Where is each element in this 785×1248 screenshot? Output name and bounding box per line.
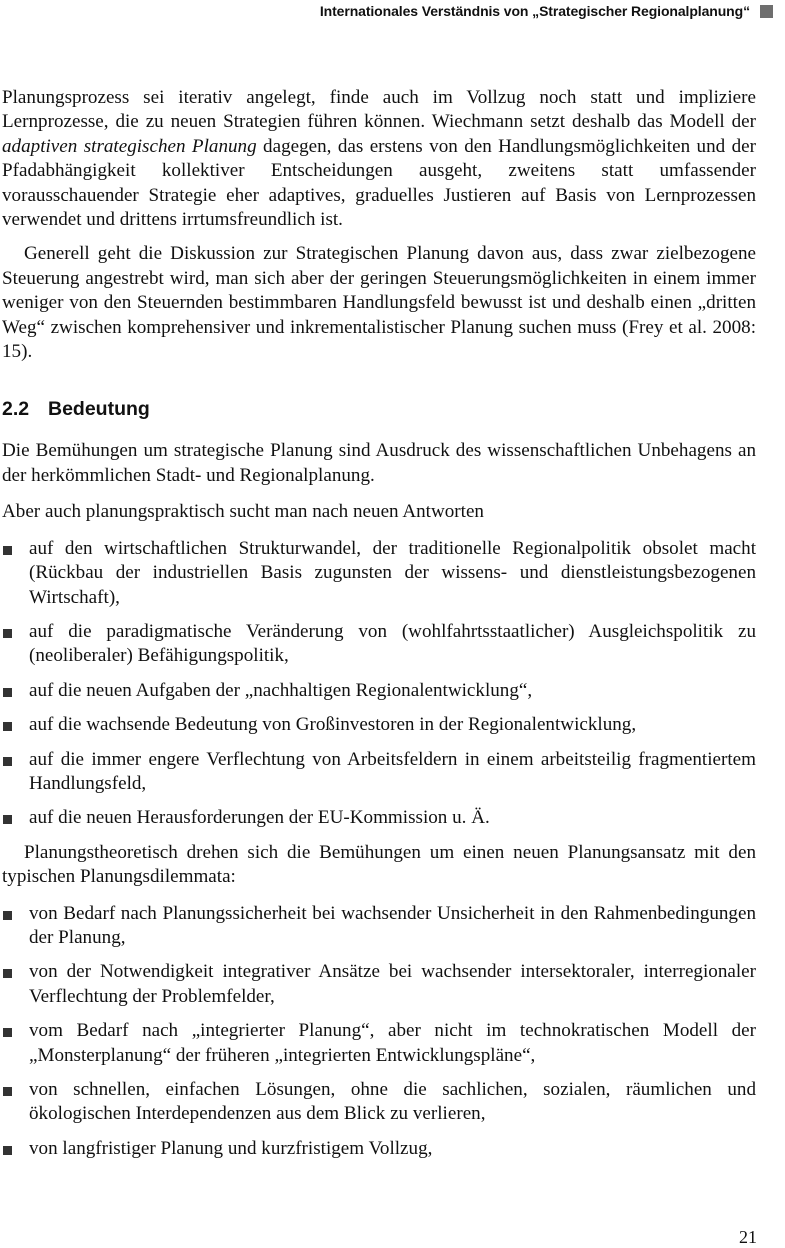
paragraph-5: Planungstheoretisch drehen sich die Bemühungen um einen neuen Planungsansatz mit den typischen Planungsdilemmata: <box>2 841 756 888</box>
list-item <box>2 1137 756 1161</box>
list-item <box>2 537 756 610</box>
bullet-square-icon <box>3 1146 12 1155</box>
running-header <box>320 0 773 22</box>
page-number: 21 <box>739 1227 757 1247</box>
bullet-list-2 <box>2 902 756 1162</box>
list-item <box>2 748 756 797</box>
list-item <box>2 902 756 951</box>
list-item-text: auf die neuen Herausforderungen der EU-Kommission u. Ä. <box>29 807 490 829</box>
list-item-text: auf die neuen Aufgaben der „nachhaltigen Regionalentwicklung“, <box>29 679 533 701</box>
list-item-text: auf die immer engere Verflechtung von Arbeitsfeldern in einem arbeitsteilig fragmentiertem Handlungsfeld, <box>29 748 756 794</box>
list-item <box>2 1019 756 1068</box>
bullet-square-icon <box>3 969 12 978</box>
bullet-list-1 <box>2 537 756 831</box>
paragraph-1-end: dagegen, das erstens von den Handlungsmöglichkeiten und der Pfadabhängigkeit kollektiver Entscheidungen ausgeht, zweitens statt umfassender vorausschauender Strategie eher adaptives, graduelles Justieren auf Basis von Lernprozessen verwendet und drittens irrtumsfreundlich ist. <box>2 135 756 231</box>
section-heading <box>2 397 756 421</box>
bullet-square-icon <box>3 688 12 697</box>
page-body <box>2 86 756 1171</box>
list-item-text: von der Notwendigkeit integrativer Ansätze bei wachsender intersektoraler, interregionaler Verflechtung der Problemfelder, <box>29 961 756 1007</box>
bullet-square-icon <box>3 911 12 920</box>
running-title: Internationales Verständnis von „Strategischer Regionalplanung“ <box>319 3 750 19</box>
bullet-square-icon <box>3 815 12 824</box>
list-item <box>2 679 756 703</box>
paragraph-1-start: Planungsprozess sei iterativ angelegt, finde auch im Vollzug noch statt und impliziere Lernprozesse, die zu neuen Strategien führen können. Wiechmann setzt deshalb das Modell der <box>2 87 756 133</box>
list-item-text: auf die wachsende Bedeutung von Großinvestoren in der Regionalentwicklung, <box>29 714 637 736</box>
list-item-text: von Bedarf nach Planungssicherheit bei wachsender Unsicherheit in den Rahmenbedingungen der Planung, <box>29 902 756 948</box>
paragraph-1-emphasis: adaptiven strategischen Planung <box>2 135 257 157</box>
header-square-icon <box>760 5 773 18</box>
bullet-square-icon <box>3 757 12 766</box>
paragraph-1 <box>2 86 756 232</box>
list-item-text: von schnellen, einfachen Lösungen, ohne die sachlichen, sozialen, räumlichen und ökologischen Interdependenzen aus dem Blick zu verlieren, <box>29 1079 756 1125</box>
list-item <box>2 620 756 669</box>
paragraph-4: Aber auch planungspraktisch sucht man nach neuen Antworten <box>2 501 484 523</box>
list-item <box>2 713 756 737</box>
bullet-square-icon <box>3 629 12 638</box>
bullet-square-icon <box>3 722 12 731</box>
list-item <box>2 806 756 830</box>
list-item <box>2 960 756 1009</box>
section-number: 2.2 <box>2 398 30 421</box>
paragraph-2: Generell geht die Diskussion zur Strategischen Planung davon aus, dass zwar zielbezogene Steuerung angestrebt wird, man sich aber der geringen Steuerungsmöglichkeiten in einem immer weniger von den Steuernden bestimmbaren Handlungsfeld bewusst ist und deshalb einen „dritten Weg“ zwischen komprehensiver und inkrementalistischer Planung suchen muss (Frey et al. 2008: 15). <box>2 243 756 363</box>
bullet-square-icon <box>3 1087 12 1096</box>
list-item-text: auf die paradigmatische Veränderung von (wohlfahrtsstaatlicher) Ausgleichspolitik zu (neoliberaler) Befähigungspolitik, <box>29 620 756 667</box>
section-title: Bedeutung <box>48 398 150 421</box>
list-item-text: auf den wirtschaftlichen Strukturwandel, der traditionelle Regionalpolitik obsolet macht (Rückbau der industriellen Basis zugunsten der wissens- und dienstleistungsbezogenen Wirtschaft), <box>29 537 756 608</box>
paragraph-3: Die Bemühungen um strategische Planung sind Ausdruck des wissenschaftlichen Unbehagens an der herkömmlichen Stadt- und Regionalplanung. <box>2 440 756 486</box>
list-item-text: von langfristiger Planung und kurzfristigem Vollzug, <box>29 1137 433 1159</box>
bullet-square-icon <box>3 546 12 555</box>
bullet-square-icon <box>3 1028 12 1037</box>
list-item <box>2 1078 756 1127</box>
list-item-text: vom Bedarf nach „integrierter Planung“, aber nicht im technokratischen Modell der „Monsterplanung“ der früheren „integrierten Entwicklungspläne“, <box>29 1020 756 1066</box>
